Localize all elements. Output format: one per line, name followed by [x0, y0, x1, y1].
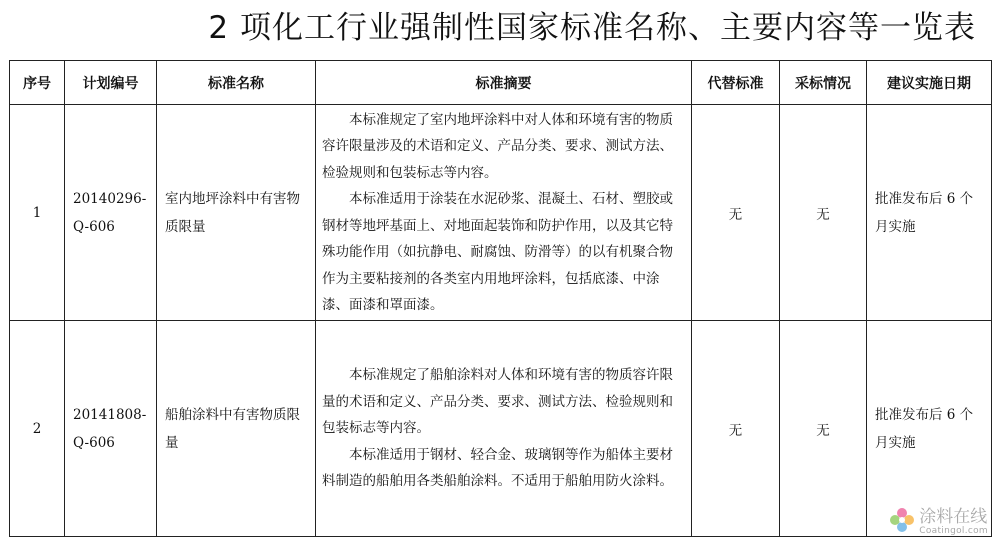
page-title: 2 项化工行业强制性国家标准名称、主要内容等一览表: [208, 10, 976, 46]
watermark-text-block: [919, 508, 988, 536]
summary-paragraph: 本标准规定了船舶涂料对人体和环境有害的物质容许限量的术语和定义、产品分类、要求、测试方法、检验规则和包装标志等内容。: [322, 367, 673, 437]
header-summary: 标准摘要: [316, 61, 692, 105]
standards-table: [9, 60, 992, 537]
watermark-url: Coatingol.com: [919, 526, 988, 536]
row-plan-code: 20141808-Q-606: [65, 321, 157, 537]
row-summary: [316, 321, 692, 537]
table-row: [10, 105, 992, 321]
summary-paragraph: 本标准适用于钢材、轻合金、玻璃钢等作为船体主要材料制造的船舶用各类船舶涂料。不适用于船舶用防火涂料。: [322, 446, 673, 490]
watermark: [889, 507, 988, 537]
row-standard-name: 室内地坪涂料中有害物质限量: [157, 105, 316, 321]
row-summary: [316, 105, 692, 321]
summary-paragraph: 本标准规定了室内地坪涂料中对人体和环境有害的物质容许限量涉及的术语和定义、产品分类、要求、测试方法、检验规则和包装标志等内容。: [322, 111, 673, 181]
header-plan-code: 计划编号: [65, 61, 157, 105]
row-no: 1: [10, 105, 65, 321]
watermark-name: 涂料在线: [919, 507, 988, 527]
flower-logo-icon: [889, 507, 915, 537]
table-header-row: [10, 61, 992, 105]
row-replaced-standard: 无: [692, 105, 780, 321]
table-row: [10, 321, 992, 537]
header-standard-name: 标准名称: [157, 61, 316, 105]
row-standard-name: 船舶涂料中有害物质限量: [157, 321, 316, 537]
row-no: 2: [10, 321, 65, 537]
header-adoption: 采标情况: [780, 61, 867, 105]
row-adoption: 无: [780, 105, 867, 321]
row-adoption: 无: [780, 321, 867, 537]
summary-paragraph: 本标准适用于涂装在水泥砂浆、混凝土、石材、塑胶或钢材等地坪基面上、对地面起装饰和防护作用，以及其它特殊功能作用（如抗静电、耐腐蚀、防滑等）的以有机聚合物作为主要粘接剂的各类室内用地坪涂料，包括底漆、中涂漆、面漆和罩面漆。: [322, 191, 673, 313]
header-implementation-date: 建议实施日期: [867, 61, 992, 105]
row-plan-code: 20140296-Q-606: [65, 105, 157, 321]
header-no: 序号: [10, 61, 65, 105]
header-replaced-standard: 代替标准: [692, 61, 780, 105]
row-replaced-standard: 无: [692, 321, 780, 537]
row-implementation-date: 批准发布后 6 个月实施: [867, 321, 992, 537]
row-implementation-date: 批准发布后 6 个月实施: [867, 105, 992, 321]
